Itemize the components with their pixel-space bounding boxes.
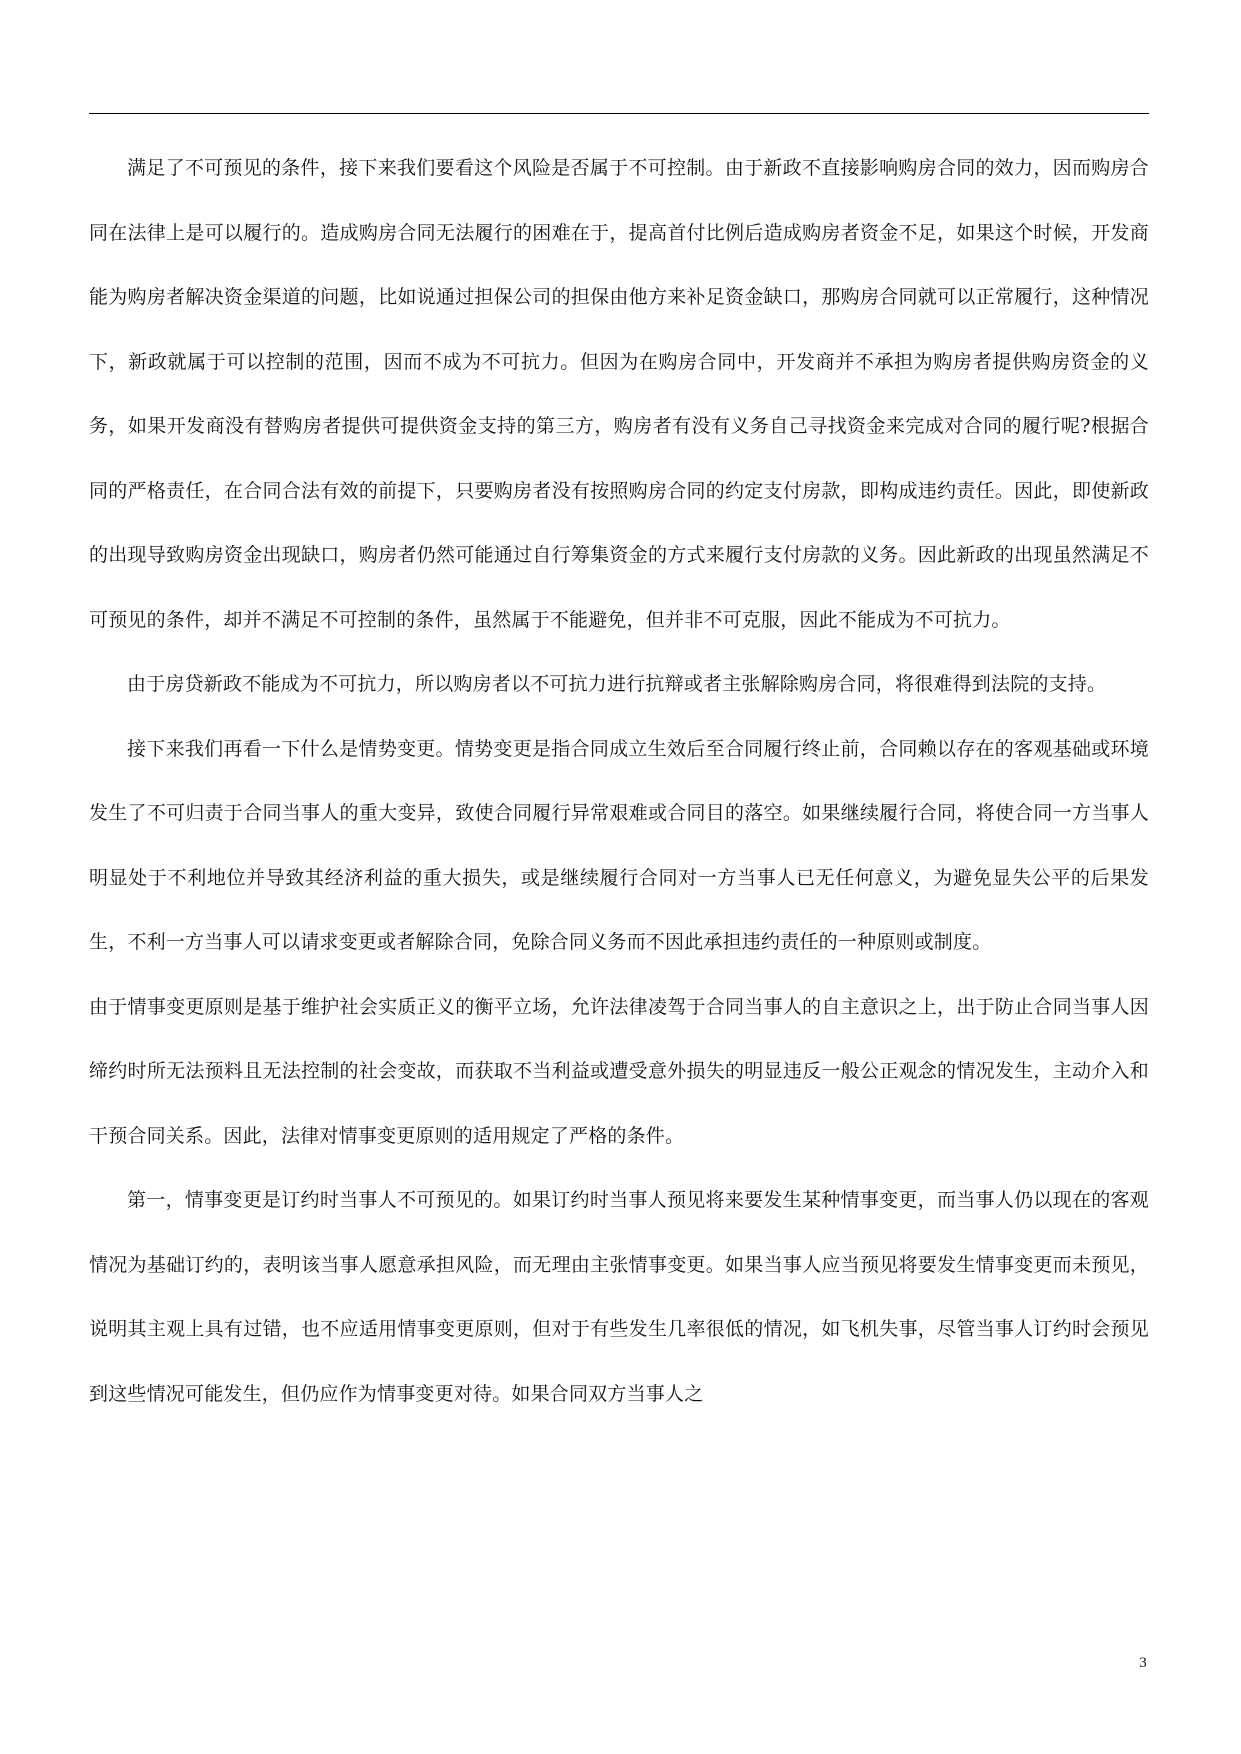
paragraph-3: 接下来我们再看一下什么是情势变更。情势变更是指合同成立生效后至合同履行终止前，合同赖以存在的客观基础或环境发生了不可归责于合同当事人的重大变异，致使合同履行异常艰难或合同目的落空。如果继续履行合同，将使合同一方当事人明显处于不利地位并导致其经济利益的重大损失，或是继续履行合同对一方当事人已无任何意义，为避免显失公平的后果发生，不利一方当事人可以请求变更或者解除合同，免除合同义务而不因此承担违约责任的一种原则或制度。 [89,737,1149,953]
header-rule [89,113,1149,114]
paragraph-1: 满足了不可预见的条件，接下来我们要看这个风险是否属于不可控制。由于新政不直接影响购房合同的效力，因而购房合同在法律上是可以履行的。造成购房合同无法履行的困难在于，提高首付比例后造成购房者资金不足，如果这个时候，开发商能为购房者解决资金渠道的问题，比如说通过担保公司的担保由他方来补足资金缺口，那购房合同就可以正常履行，这种情况下，新政就属于可以控制的范围，因而不成为不可抗力。但因为在购房合同中，开发商并不承担为购房者提供购房资金的义务，如果开发商没有替购房者提供可提供资金支持的第三方，购房者有没有义务自己寻找资金来完成对合同的履行呢?根据合同的严格责任，在合同合法有效的前提下，只要购房者没有按照购房合同的约定支付房款，即构成违约责任。因此，即使新政的出现导致购房资金出现缺口，购房者仍然可能通过自行筹集资金的方式来履行支付房款的义务。因此新政的出现虽然满足不可预见的条件，却并不满足不可控制的条件，虽然属于不能避免，但并非不可克服，因此不能成为不可抗力。 [89,157,1149,631]
paragraph-4: 由于情事变更原则是基于维护社会实质正义的衡平立场，允许法律凌驾于合同当事人的自主意识之上，出于防止合同当事人因缔约时所无法预料且无法控制的社会变故，而获取不当利益或遭受意外损失的明显违反一般公正观念的情况发生，主动介入和干预合同关系。因此，法律对情事变更原则的适用规定了严格的条件。 [89,995,1149,1147]
document-body [89,136,1149,1426]
page-number: 3 [1139,1655,1147,1671]
paragraph-5: 第一，情事变更是订约时当事人不可预见的。如果订约时当事人预见将来要发生某种情事变更，而当事人仍以现在的客观情况为基础订约的，表明该当事人愿意承担风险，而无理由主张情事变更。如果当事人应当预见将要发生情事变更而未预见，说明其主观上具有过错，也不应适用情事变更原则，但对于有些发生几率很低的情况，如飞机失事，尽管当事人订约时会预见到这些情况可能发生，但仍应作为情事变更对待。如果合同双方当事人之 [89,1189,1149,1405]
paragraph-2: 由于房贷新政不能成为不可抗力，所以购房者以不可抗力进行抗辩或者主张解除购房合同，将很难得到法院的支持。 [127,673,1107,695]
